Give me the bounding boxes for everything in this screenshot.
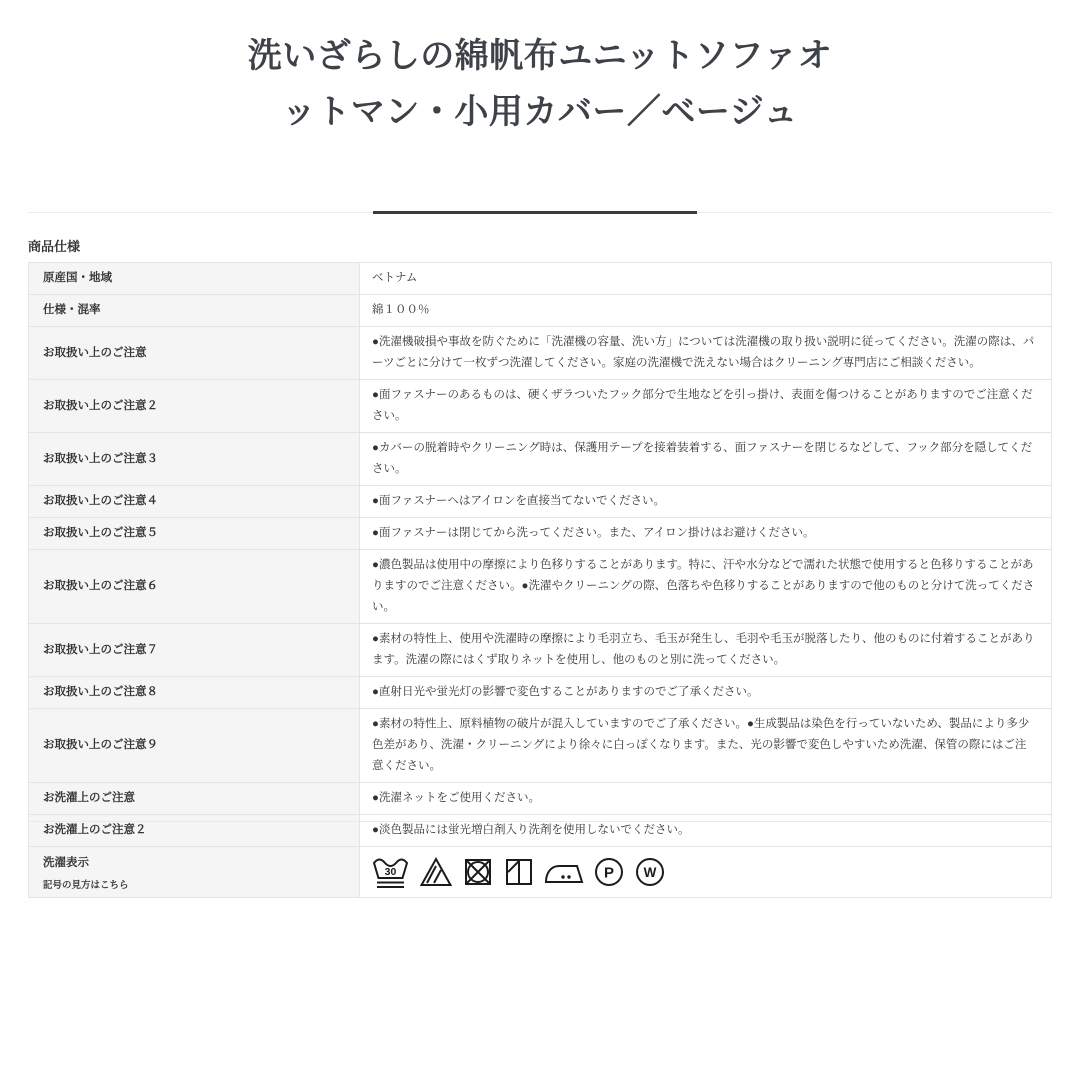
table-row-care-symbols — [29, 847, 1052, 898]
spec-label: お取扱い上のご注意４ — [29, 486, 360, 518]
svg-text:30: 30 — [384, 866, 397, 878]
spec-value: ●洗濯機破損や事故を防ぐために「洗濯機の容量、洗い方」については洗濯機の取り扱い説明に従ってください。洗濯の際は、パーツごとに分けて一枚ずつ洗濯してください。家庭の洗濯機で洗えない場合はクリーニング専門店にご相談ください。 — [360, 327, 1052, 380]
table-row — [29, 327, 1052, 380]
page-title-text: 洗いざらしの綿帆布ユニットソファオットマン・小用カバー／ベージュ — [247, 37, 833, 131]
spec-label: 原産国・地域 — [29, 263, 360, 295]
table-row — [29, 263, 1052, 295]
spec-label: お洗濯上のご注意 — [29, 783, 360, 815]
spec-label: お取扱い上のご注意６ — [29, 550, 360, 624]
spec-value: ●洗濯ネットをご使用ください。 — [360, 783, 1052, 815]
spec-label: お取扱い上のご注意 — [29, 327, 360, 380]
spec-label: お取扱い上のご注意８ — [29, 677, 360, 709]
no-tumble-dry-icon — [462, 856, 494, 888]
table-row — [29, 815, 1052, 847]
spec-value: ベトナム — [360, 263, 1052, 295]
spec-label: 仕様・混率 — [29, 295, 360, 327]
spec-value: ●面ファスナーのあるものは、硬くザラついたフック部分で生地などを引っ掛け、表面を傷つけることがありますのでご注意ください。 — [360, 380, 1052, 433]
spec-value: ●素材の特性上、使用や洗濯時の摩擦により毛羽立ち、毛玉が発生し、毛羽や毛玉が脱落したり、他のものに付着することがあります。洗濯の際にはくず取りネットを使用し、他のものと別に洗ってください。 — [360, 624, 1052, 677]
table-row — [29, 783, 1052, 815]
spec-label — [29, 847, 360, 898]
care-symbol-guide-link[interactable]: 記号の見方はこちら — [43, 879, 129, 891]
table-row — [29, 486, 1052, 518]
svg-text:P: P — [603, 864, 615, 882]
wet-clean-w-icon — [634, 856, 666, 888]
spec-value: ●濃色製品は使用中の摩擦により色移りすることがあります。特に、汗や水分などで濡れた状態で使用すると色移りすることがありますのでご注意ください。●洗濯やクリーニングの際、色落ちや色移りすることがありますので他のものと分けて洗ってください。 — [360, 550, 1052, 624]
spec-value: ●面ファスナーへはアイロンを直接当てないでください。 — [360, 486, 1052, 518]
spec-label: お取扱い上のご注意９ — [29, 709, 360, 783]
table-row — [29, 677, 1052, 709]
care-symbols — [372, 852, 1037, 892]
care-label: 洗濯表示 — [43, 856, 89, 869]
spec-value: 綿１００％ — [360, 295, 1052, 327]
product-spec-table — [28, 262, 1052, 898]
image-carousel-rule — [28, 212, 1052, 213]
table-row — [29, 550, 1052, 624]
table-row — [29, 518, 1052, 550]
spec-value: ●カバーの脱着時やクリーニング時は、保護用テープを接着装着する、面ファスナーを閉じるなどして、フック部分を隠してください。 — [360, 433, 1052, 486]
spec-label: お洗濯上のご注意２ — [29, 815, 360, 847]
spec-label: お取扱い上のご注意２ — [29, 380, 360, 433]
section-heading: 商品仕様 — [28, 239, 81, 254]
iron-medium-icon — [544, 857, 584, 887]
spec-value: ●素材の特性上、原料植物の破片が混入していますのでご了承ください。●生成製品は染色を行っていないため、製品により多少色差があり、洗濯・クリーニングにより徐々に白っぽくなります。また、光の影響で変色しやすいため洗濯、保管の際にはご注意ください。 — [360, 709, 1052, 783]
table-row — [29, 295, 1052, 327]
svg-text:W: W — [643, 865, 657, 880]
table-row — [29, 433, 1052, 486]
non-chlorine-bleach-icon — [419, 856, 453, 888]
spec-value: ●面ファスナーは閉じてから洗ってください。また、アイロン掛けはお避けください。 — [360, 518, 1052, 550]
wash-30-gentle-icon — [372, 854, 410, 890]
spec-value: ●淡色製品には蛍光増白剤入り洗剤を使用しないでください。 — [360, 815, 1052, 847]
table-row — [29, 380, 1052, 433]
spec-value: ●直射日光や蛍光灯の影響で変色することがありますのでご了承ください。 — [360, 677, 1052, 709]
table-row — [29, 624, 1052, 677]
spec-label: お取扱い上のご注意５ — [29, 518, 360, 550]
section-divider — [28, 821, 1052, 822]
page-title — [0, 28, 1080, 140]
table-row — [29, 709, 1052, 783]
spec-label: お取扱い上のご注意７ — [29, 624, 360, 677]
active-tab-indicator[interactable] — [373, 211, 697, 214]
dry-clean-p-icon — [593, 856, 625, 888]
line-dry-in-shade-icon — [503, 856, 535, 888]
spec-label: お取扱い上のご注意３ — [29, 433, 360, 486]
